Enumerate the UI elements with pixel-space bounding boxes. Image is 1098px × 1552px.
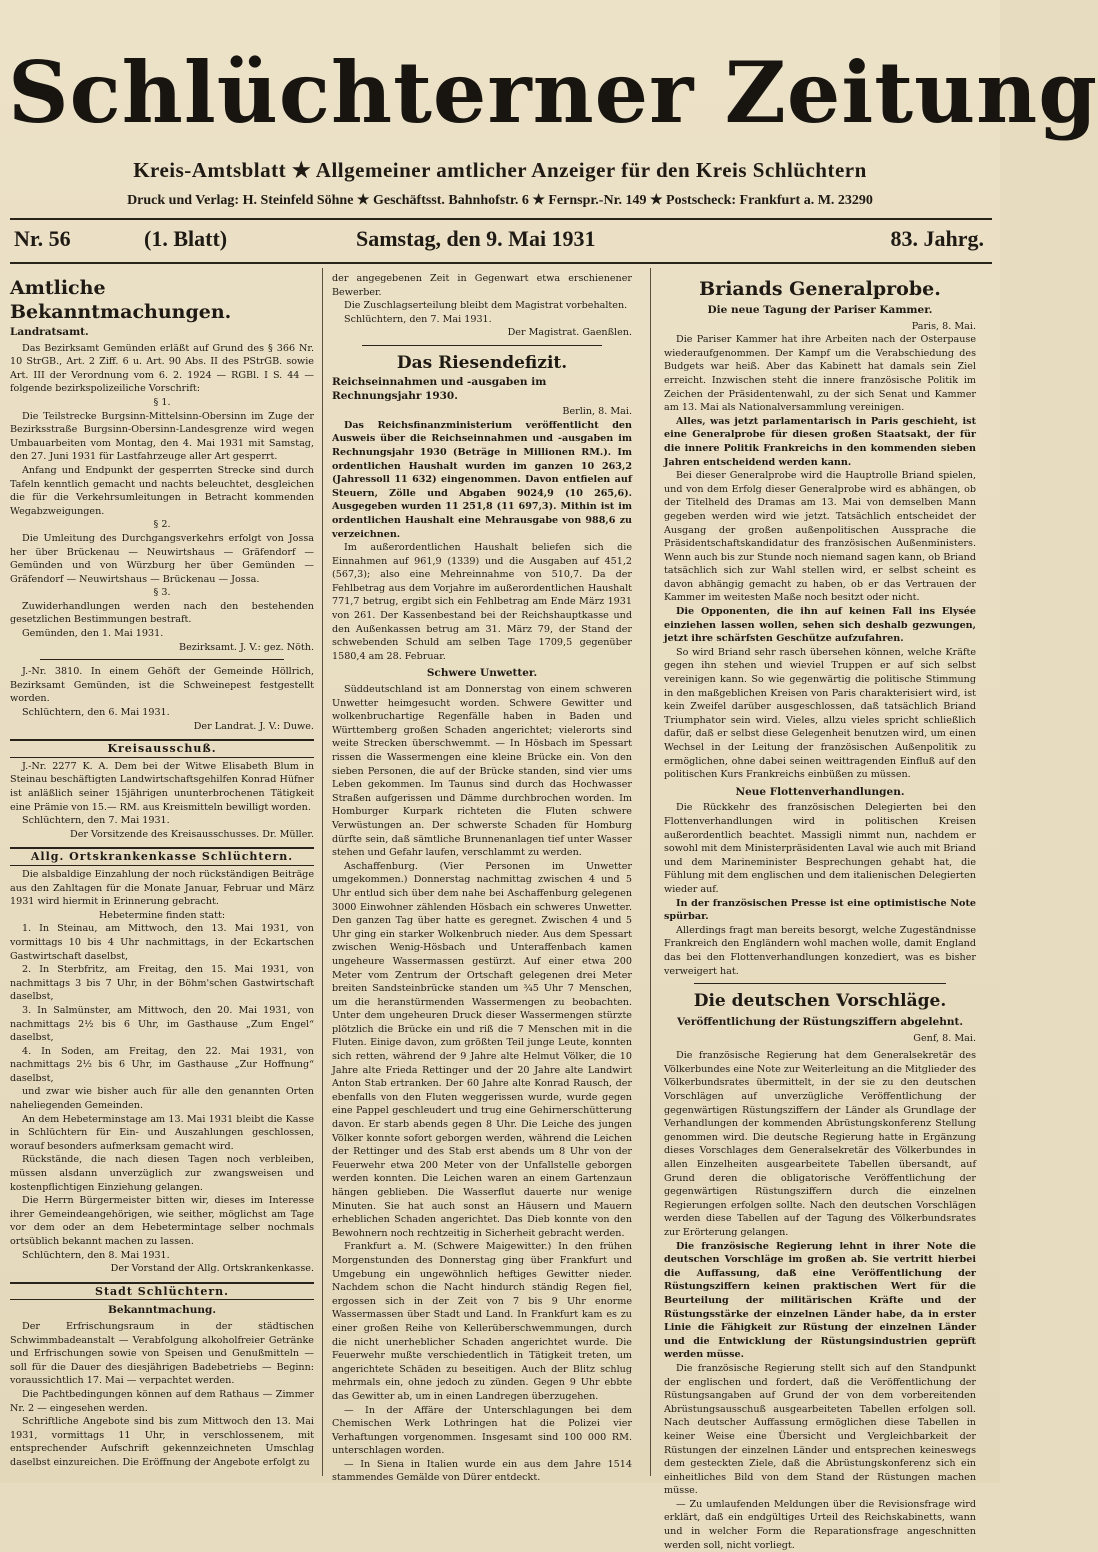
column-divider (322, 268, 323, 1476)
paragraph: und zwar wie bisher auch für alle den genannten Orten naheliegenden Gemeinden. (10, 1086, 314, 1112)
paragraph: 3. In Salmünster, am Mittwoch, den 20. Mai 1931, von nachmittags 2½ bis 6 Uhr, im Gasthause „Zum Engel“ daselbst, (10, 1004, 314, 1044)
paragraph: — In der Affäre der Unterschlagungen bei dem Chemischen Werk Lothringen hat die Polizei vier Verhaftungen vorgenommen. Insgesamt sind 100 000 RM. unterschlagen worden. (332, 1404, 632, 1457)
paragraph: Hebetermine finden statt: (98, 909, 226, 921)
paragraph: J.-Nr. 2277 K. A. Dem bei der Witwe Elisabeth Blum in Steinau beschäftigten Landwirtschaftsgehilfen Konrad Hüfner ist anläßlich seiner 15jährigen ununterbrochenen Tätigkeit eine Prämie von 15.— RM. aus Kreismitteln bewilligt worden. (10, 760, 314, 813)
paragraph: Anfang und Endpunkt der gesperrten Strecke sind durch Tafeln kenntlich gemacht und nachts beleuchtet, desgleichen die für die Verkehrsumleitungen in Betracht kommenden Wegabzweigungen. (10, 464, 314, 517)
divider (694, 983, 946, 984)
article-headline: Die deutschen Vorschläge. (693, 991, 947, 1012)
sub-heading: Bekanntmachung. (108, 1304, 216, 1317)
paragraph: Der Erfrischungsraum in der städtischen Schwimmbadeanstalt — Verabfolgung alkoholfreier Getränke und Erfrischungen sowie von Speisen und Genußmitteln — soll für die Dauer des diesjährigen Badebetriebs — Beginn: voraussichtlich 17. Mai — verpachtet werden. (10, 1320, 314, 1387)
article-headline: Schwere Unwetter. (426, 667, 538, 680)
paragraph: In der französischen Presse ist eine optimistische Note spürbar. (664, 897, 976, 923)
column-1 (10, 272, 314, 1477)
article-subheadline: Veröffentlichung der Rüstungsziffern abgelehnt. (677, 1016, 963, 1029)
column-3 (664, 272, 976, 1551)
paragraph: Bei dieser Generalprobe wird die Hauptrolle Briand spielen, und von dem Erfolg dieser Generalprobe wird es abhängen, ob der Titelheld des Dramas am 13. Mai von demselben Mann gegeben werden wird wie jetzt. Tatsächlich entscheidet der Ausgang der großen außenpolitischen Aussprache die Präsidentschaftskandidatur des französischen Außenministers. Wenn auch bis zur Stunde noch niemand sagen kann, ob Briand tatsächlich sich zur Wahl stellen wird, er selbst scheint es davon abhängig gemacht zu haben, ob er das Vertrauen der Kammer im weitesten Maße noch besitzt oder nicht. (664, 470, 976, 604)
paragraph: Schlüchtern, den 8. Mai 1931. (22, 1249, 170, 1261)
article-headline: Briands Generalprobe. (699, 278, 941, 300)
paragraph: Die französische Regierung hat dem Generalsekretär des Völkerbundes eine Note zur Weiterleitung an die Mitglieder des Völkerbundsrates übermittelt, in der sie zu den deutschen Vorschlägen auf unverzügliche Veröffentlichung der gegenwärtigen Rüstungsziffern der Länder als Grundlage der Verhandlungen der kommenden Abrüstungskonferenz Stellung genommen wird. Die deutsche Regierung hatte in Ergänzung dieses Vorschlages dem Generalsekretär des Völkerbundes in allen Einzelheiten ausgearbeitete Tabellen übersandt, auf Grund deren die obligatorische Veröffentlichung der gegenwärtigen Rüstungsziffern durch die einzelnen Regierungen erfolgen sollte. Nach den deutschen Vorschlägen werden diese Tabellen auf der Tagung des Völkerbundsrates zur Erörterung gelangen. (664, 1050, 976, 1238)
paragraph: Die französische Regierung stellt sich auf den Standpunkt der englischen und fordert, daß die Veröffentlichung der Rüstungsangaben auf Grund der von dem vorbereitenden Abrüstungsausschuß ausgearbeiteten Tabellen erfolgen soll. Nach deutscher Auffassung ermöglichen diese Tabellen in keiner Weise eine Übersicht und Vergleichbarkeit der Rüstungen der einzelnen Länder und entsprechen keineswegs dem gesteckten Ziele, daß die Abrüstungskonferenz sich ein einheitliches Bild von dem Stand der Rüstungen machen müsse. (664, 1362, 976, 1497)
paragraph: Die alsbaldige Einzahlung der noch rückständigen Beiträge aus den Zahltagen für die Monate Januar, Februar und März 1931 wird hiermit in Erinnerung gebracht. (10, 868, 314, 908)
section-heading: Kreisausschuß. (10, 739, 314, 758)
paragraph: Frankfurt a. M. (Schwere Maigewitter.) In den frühen Morgenstunden des Donnerstag ging über Frankfurt und Umgebung ein ungewöhnlich heftiges Gewitter nieder. Nachdem schon die Nacht hindurch ständig Regen fiel, ergossen sich in der Zeit von 7 bis 9 Uhr enorme Wassermassen über Stadt und Land. In Frankfurt kam es zu einer großen Reihe von Kellerüberschwemmungen, durch die nicht unerheblicher Schaden angerichtet wurde. Die Feuerwehr mußte verschiedentlich in Tätigkeit treten, um angerichtete Schäden zu beseitigen. Auch der Blitz schlug mehrmals ein, ohne jedoch zu zünden. Gegen 9 Uhr ebbte das Gewitter ab, um in einen Landregen überzugehen. (332, 1241, 632, 1402)
paragraph: 1. In Steinau, am Mittwoch, den 13. Mai 1931, von vormittags 10 bis 4 Uhr nachmittags, in der Eckartschen Gastwirtschaft daselbst, (10, 923, 314, 962)
section-heading: Stadt Schlüchtern. (10, 1282, 314, 1301)
paragraph: Alles, was jetzt parlamentarisch in Paris geschieht, ist eine Generalprobe für diesen großen Staatsakt, der für die innere Politik Frankreichs in den kommenden sieben Jahren entscheidend werden kann. (664, 415, 976, 468)
dateline (14, 226, 984, 256)
article-headline: Neue Flottenverhandlungen. (735, 785, 905, 798)
divider (362, 345, 602, 346)
section-heading: Allg. Ortskrankenkasse Schlüchtern. (10, 847, 314, 866)
sub-heading: Landratsamt. (10, 326, 89, 338)
paragraph: 4. In Soden, am Freitag, den 22. Mai 1931, von nachmittags 2½ bis 6 Uhr, im Gasthause „Zur Hoffnung“ daselbst, (10, 1045, 314, 1084)
paragraph: Rückstände, die nach diesen Tagen noch verbleiben, müssen alsdann unverzüglich zur zwangsweisen und kostenpflichtigen Einziehung gelangen. (10, 1154, 314, 1193)
signature: Der Vorsitzende des Kreisausschusses. Dr. Müller. (70, 828, 314, 840)
paragraph: der angegebenen Zeit in Gegenwart etwa erschienener Bewerber. (332, 273, 632, 298)
signature: Bezirksamt. J. V.: gez. Nöth. (179, 641, 314, 653)
paragraph: Das Bezirksamt Gemünden erläßt auf Grund des § 366 Nr. 10 StrGB., Art. 2 Ziff. 6 u. Art. 90 Abs. II des PStrGB. sowie Art. III der Verordnung vom 6. 2. 1924 — RGBl. I S. 44 — folgende bezirkspolizeiliche Vorschrift: (10, 342, 314, 395)
top-rule (10, 218, 992, 220)
issue-date: Samstag, den 9. Mai 1931 (356, 226, 596, 251)
sheet-label: (1. Blatt) (144, 226, 228, 251)
paragraph: Die Rückkehr des französischen Delegierten bei den Flottenverhandlungen wird in politischen Kreisen außerordentlich beachtet. Massigli nimmt nun, nachdem er sowohl mit dem Ministerpräsidenten Laval wie auch mit Briand und dem Marineminister Besprechungen gehabt hat, die Fühlung mit dem englischen und dem italienischen Delegierten wieder auf. (664, 802, 976, 895)
paragraph: Das Reichsfinanzministerium veröffentlicht den Ausweis über die Reichseinnahmen und -ausgaben im Rechnungsjahr 1930 (Beträge in Millionen RM.). Im ordentlichen Haushalt wurden im ganzen 10 263,2 (Jahressoll 11 632) eingenommen. Davon entfielen auf Steuern, Zölle und Abgaben 9024,9 (10 265,6). Ausgegeben wurden 11 251,8 (11 697,3). Mithin ist im ordentlichen Haushalt eine Mehrausgabe von 988,6 zu verzeichnen. (332, 419, 632, 540)
paragraph: Die Herrn Bürgermeister bitten wir, dieses im Interesse ihrer Gemeindeangehörigen, wie seither, möglichst am Tage vor dem oder an dem Hebetermintage selber nochmals ortsüblich bekannt machen zu lassen. (10, 1195, 314, 1247)
paragraph: Schriftliche Angebote sind bis zum Mittwoch den 13. Mai 1931, vormittags 11 Uhr, in verschlossenem, mit entsprechender Aufschrift gekennzeichneten Umschlag daselbst einzureichen. Die Eröffnung der Angebote erfolgt zu (10, 1416, 314, 1468)
paragraph: Die Zuschlagserteilung bleibt dem Magistrat vorbehalten. (344, 300, 628, 312)
section-number: § 2. (153, 519, 171, 531)
dateline-rule (10, 262, 992, 264)
paragraph: Schlüchtern, den 7. Mai 1931. (22, 815, 170, 827)
paragraph: Die Umleitung des Durchgangsverkehrs erfolgt von Jossa her über Brückenau — Neuwirtshaus — Gräfendorf — Gemünden und von Würzburg her über Gemünden — Gräfendorf — Neuwirtshaus — Brückenau — Jossa. (10, 532, 314, 585)
paragraph: Die Teilstrecke Burgsinn-Mittelsinn-Obersinn im Zuge der Bezirksstraße Burgsinn-Obersinn-Landesgrenze wird wegen Umbauarbeiten vom Montag, den 4. Mai 1931 mit Samstag, den 27. Juni 1931 für Lastfahrzeuge aller Art gesperrt. (10, 410, 314, 463)
paragraph: — In Siena in Italien wurde ein aus dem Jahre 1514 stammendes Gemälde von Dürer entdeckt. (332, 1458, 632, 1484)
paragraph: J.-Nr. 3810. In einem Gehöft der Gemeinde Höllrich, Bezirksamt Gemünden, ist die Schweinepest festgestellt worden. (10, 666, 314, 705)
dateline-location: Genf, 8. Mai. (913, 1032, 976, 1044)
section-heading: Amtliche Bekanntmachungen. (10, 277, 232, 323)
dateline-location: Berlin, 8. Mai. (562, 406, 632, 418)
masthead-subtitle: Kreis-Amtsblatt ★ Allgemeiner amtlicher Anzeiger für den Kreis Schlüchtern (133, 158, 867, 182)
volume-year: 83. Jahrg. (890, 226, 984, 251)
paragraph: Die Pachtbedingungen können auf dem Rathaus — Zimmer Nr. 2 — eingesehen werden. (10, 1388, 314, 1414)
article-subheadline: Die neue Tagung der Pariser Kammer. (707, 304, 933, 316)
paragraph: Gemünden, den 1. Mai 1931. (22, 628, 164, 640)
column-divider (650, 268, 651, 1476)
paragraph: Die französische Regierung lehnt in ihrer Note die deutschen Vorschläge im großen ab. Sie vertritt hierbei die Auffassung, daß eine Veröffentlichung der Rüstungsziffern keinen praktischen Wert für die Beurteilung der militärischen Kräfte und der Rüstungsstärke der einzelnen Länder habe, da in erster Linie die Fähigkeit zur Rüstung der einzelnen Länder und die Entwicklung der Rüstungsindustrien geprüft werden müsse. (664, 1240, 976, 1361)
paragraph: Allerdings fragt man bereits besorgt, welche Zugeständnisse Frankreich den Engländern wohl machen wolle, damit England das bei den Flottenverhandlungen konzediert, was es bisher verweigert hat. (664, 924, 976, 977)
paragraph: Die Opponenten, die ihn auf keinen Fall ins Elysée einziehen lassen wollen, sehen sich deshalb gezwungen, jetzt ihre schärfsten Geschütze aufzufahren. (664, 606, 976, 645)
paragraph: Im außerordentlichen Haushalt beliefen sich die Einnahmen auf 961,9 (1339) und die Ausgaben auf 451,2 (567,3); also eine Mehreinnahme von 510,7. Da der Fehlbetrag aus dem Vorjahre im außerordentlichen Haushalt 771,7 betrug, ergibt sich ein Fehlbetrag am Ende März 1931 von 261. Der Kassenbestand bei der Reichshauptkasse und den Außenkassen betrug am 31. März 79, der Stand der schwebenden Schuld am selben Tage 1709,5 gegenüber 1580,4 am 28. Februar. (332, 542, 632, 662)
section-number: § 1. (153, 396, 171, 408)
section-number: § 3. (153, 587, 171, 599)
paragraph: Die Pariser Kammer hat ihre Arbeiten nach der Osterpause wiederaufgenommen. Der Kampf um die Verabschiedung des Budgets war heiß. Aber das Kabinett hat damals sein Ziel erreicht. Inzwischen steht die innere französische Politik im Zeichen der Präsidentenwahl, zu der sich Senat und Kammer am 13. Mai als Nationalversammlung vereinigen. (664, 334, 976, 414)
publisher-line: Druck und Verlag: H. Steinfeld Söhne ★ Geschäftsst. Bahnhofstr. 6 ★ Fernspr.-Nr. 149 ★ Postscheck: Frankfurt a. M. 23290 (127, 193, 873, 208)
paragraph: Süddeutschland ist am Donnerstag von einem schweren Unwetter heimgesucht worden. Schwere Gewitter und wolkenbruchartige Regenfälle haben in Baden und Württemberg großen Schaden angerichtet; vielerorts sind weite Strecken überschwemmt. — In Hösbach im Spessart rissen die Wassermengen eine kleine Brücke ein. Von den sieben Personen, die auf der Brücke standen, sind vier ums Leben gekommen. Im Taunus sind durch das Hochwasser Straßen aufgerissen und Dämme durchbrochen worden. Im Homburger Kurpark richteten die Fluten schwere Verwüstungen an. Der schwerste Schaden für Homburg dürfte sein, daß sämtliche Brunnenanlagen tief unter Wasser stehen und Gefahr laufen, verschlammt zu werden. (332, 684, 632, 859)
paragraph: So wird Briand sehr rasch übersehen können, welche Kräfte gegen ihn stehen und wieviel Truppen er auf sich selbst vereinigen kann. So wie gegenwärtig die politische Stimmung in den maßgeblichen Kreisen von Paris charakterisiert wird, ist kein Zweifel darüber ausgeschlossen, daß tatsächlich Briand Triumphator sein wird. Vieles, allzu vieles spricht schließlich dafür, daß er selbst diese Gelegenheit benutzen wird, um einen Wechsel in der Leitung der französischen Außenpolitik zu ermöglichen, ohne dabei seinen weittragenden Einfluß auf den politischen Kurs Frankreichs einbüßen zu müssen. (664, 646, 976, 781)
paragraph: Zuwiderhandlungen werden nach den bestehenden gesetzlichen Bestimmungen bestraft. (10, 600, 314, 626)
article-subheadline: Reichseinnahmen und -ausgaben im Rechnungsjahr 1930. (332, 375, 547, 402)
paragraph: — Zu umlaufenden Meldungen über die Revisionsfrage wird erklärt, daß ein endgültiges Urteil des Reichskabinetts, wann und in welcher Form die Reparationsfrage angeschnitten werden soll, nicht vorliegt. (664, 1498, 976, 1551)
paragraph: Schlüchtern, den 7. Mai 1931. (344, 313, 492, 325)
divider (40, 659, 284, 660)
issue-number: Nr. 56 (14, 226, 71, 251)
paragraph: Aschaffenburg. (Vier Personen im Unwetter umgekommen.) Donnerstag nachmittag zwischen 4 und 5 Uhr entlud sich über dem nahe bei Aschaffenburg gelegenen 3000 Einwohner zählenden Hösbach ein schweres Unwetter. Den ganzen Tag über hatte es geregnet. Zwischen 4 und 5 Uhr ging ein starker Wolkenbruch nieder. Aus dem Spessart zwischen Wenig-Hösbach und Unteraffenbach kamen ungeheure Wassermassen gestürzt. Auf einer etwa 200 Meter vom Zentrum der Ortschaft gelegenen drei Meter breiten Sandsteinbrücke standen um ¾5 Uhr 7 Menschen, um die heranstürmenden Wassermengen zu beobachten. Unter dem ungeheuren Druck dieser Wassermengen stürzte plötzlich die Brücke ein und riß die 7 Menschen mit in die Fluten. Einige davon, zum größten Teil junge Leute, konnten sich retten, während der 9 Jahre alte Helmut Völker, die 10 Jahre alte Frieda Rettinger und der 20 Jahre alte Landwirt Anton Stab ertranken. Der 60 Jahre alte Konrad Rausch, der ebenfalls von den Fluten weggerissen wurde, wurde gegen eine Pappel geschleudert und trug eine Gehirnerschütterung davon. Er starb abends gegen 8 Uhr. Die Leiche des jungen Völker konnte sofort geborgen werden, während die Leichen der Rettinger und des Stab erst abends um 8 Uhr von der Feuerwehr etwa 200 Meter von der Unfallstelle geborgen werden konnten. Die Leichen waren an einem Gartenzaun hängen geblieben. Die Wasserflut dauerte nur wenige Minuten. Sie hat auch sonst an Häusern und Mauern erheblichen Schaden angerichtet. Das Dieb konnte von den Bewohnern noch rechtzeitig in Sicherheit gebracht werden. (332, 860, 632, 1239)
signature: Der Magistrat. Gaenßlen. (507, 327, 632, 339)
paragraph: Schlüchtern, den 6. Mai 1931. (22, 707, 170, 719)
column-2 (332, 272, 632, 1484)
article-headline: Das Riesendefizit. (396, 352, 568, 373)
signature: Der Vorstand der Allg. Ortskrankenkasse. (110, 1263, 314, 1275)
paragraph: 2. In Sterbfritz, am Freitag, den 15. Mai 1931, von nachmittags 3 bis 7 Uhr, in der Böhm'schen Gastwirtschaft daselbst, (10, 964, 314, 1003)
dateline-location: Paris, 8. Mai. (911, 320, 976, 332)
paragraph: An dem Hebeterminstage am 13. Mai 1931 bleibt die Kasse in Schlüchtern für Ein- und Auszahlungen geschlossen, worauf besonders aufmerksam gemacht wird. (10, 1113, 314, 1152)
masthead-title: Schlüchterner Zeitung (8, 43, 1098, 142)
signature: Der Landrat. J. V.: Duwe. (193, 720, 314, 732)
